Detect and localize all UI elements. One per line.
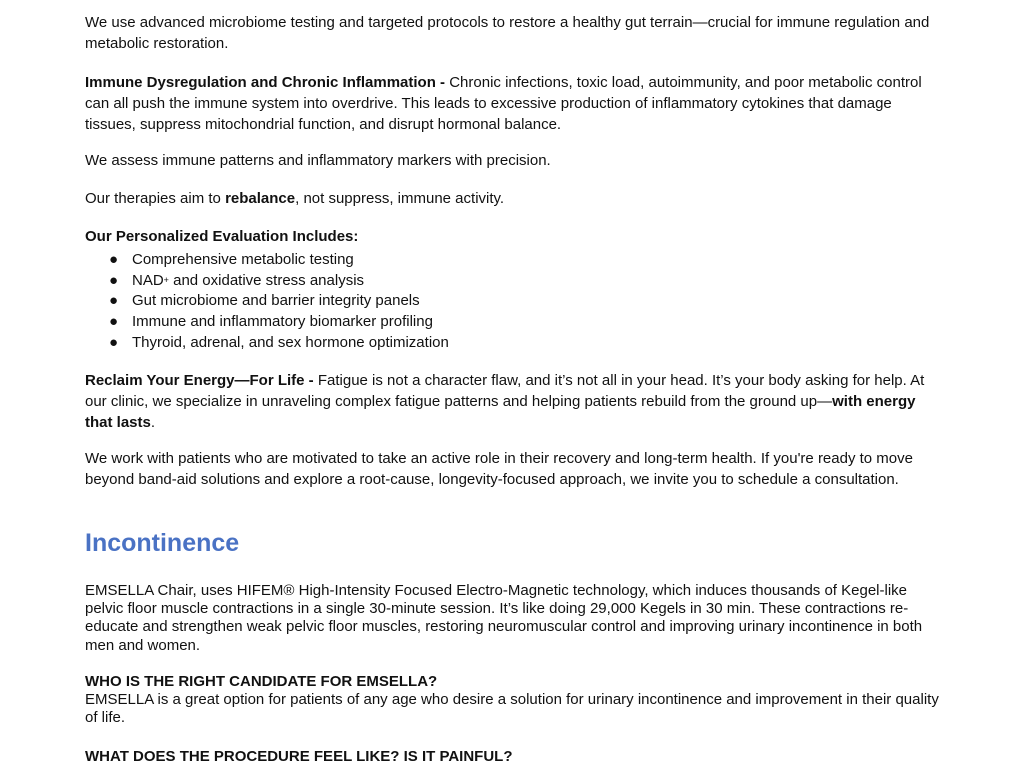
- immune-dysregulation-paragraph: [85, 73, 945, 135]
- procedure-question: WHAT DOES THE PROCEDURE FEEL LIKE? IS IT PAINFUL?: [85, 748, 513, 765]
- list-item-text: Immune and inflammatory biomarker profiling: [132, 313, 433, 331]
- reclaim-energy-bold-end: with energy that lasts: [85, 392, 916, 431]
- reclaim-energy-text: Fatigue is not a character flaw, and it’s not all in your head. It’s your body asking for help. At our clinic, we specialize in unraveling complex fatigue patterns and helping patients rebuild from the ground up—: [85, 372, 925, 410]
- therapies-before: Our therapies aim to: [85, 190, 226, 207]
- consultation-paragraph: We work with patients who are motivated to take an active role in their recovery and long-term health. If you're ready to move beyond band-aid solutions and explore a root-cause, longevity-focused approach, we invite you to schedule a consultation.: [85, 450, 913, 488]
- bullet-icon: ●: [109, 292, 119, 310]
- list-item-text: Thyroid, adrenal, and sex hormone optimization: [132, 333, 449, 351]
- list-item: [85, 250, 945, 271]
- list-item: [85, 271, 945, 292]
- immune-dysregulation-lead: Immune Dysregulation and Chronic Inflammation -: [85, 74, 450, 91]
- therapies-paragraph: [85, 189, 945, 210]
- therapies-after: , not suppress, immune activity.: [295, 190, 505, 207]
- list-item-text: NAD: [132, 271, 164, 289]
- superscript-plus: +: [163, 274, 169, 285]
- bullet-icon: ●: [109, 313, 119, 331]
- immune-dysregulation-text: Chronic infections, toxic load, autoimmunity, and poor metabolic control can all push the immune system into overdrive. This leads to excessive production of inflammatory cytokines that damage tissues, suppress mitochondrial function, and disrupt hormonal balance.: [85, 74, 922, 133]
- therapies-bold: rebalance: [225, 190, 296, 207]
- reclaim-energy-end: .: [150, 413, 156, 431]
- microbiome-paragraph: We use advanced microbiome testing and targeted protocols to restore a healthy gut terrain—crucial for immune regulation and metabolic restoration.: [85, 14, 930, 52]
- candidate-answer: EMSELLA is a great option for patients of any age who desire a solution for urinary incontinence and improvement in their quality of life.: [85, 691, 939, 727]
- immune-assess-paragraph: We assess immune patterns and inflammatory markers with precision.: [85, 152, 551, 169]
- reclaim-energy-paragraph: [85, 371, 945, 433]
- bullet-icon: ●: [109, 333, 119, 351]
- bullet-icon: ●: [109, 271, 119, 289]
- list-item: [85, 333, 945, 354]
- list-item-text-rest: and oxidative stress analysis: [168, 271, 365, 289]
- candidate-question: WHO IS THE RIGHT CANDIDATE FOR EMSELLA?: [85, 673, 438, 690]
- list-item-text: Comprehensive metabolic testing: [132, 251, 354, 268]
- bullet-icon: ●: [109, 251, 119, 268]
- list-item: [85, 312, 945, 333]
- list-item: [85, 291, 945, 312]
- reclaim-energy-lead: Reclaim Your Energy—For Life -: [85, 372, 318, 389]
- emsella-paragraph: EMSELLA Chair, uses HIFEM® High-Intensity Focused Electro-Magnetic technology, which induces thousands of Kegel-like pelvic floor muscle contractions in a single 30-minute session. It’s like doing 29,000 Kegels in 30 min. These contractions re-educate and strengthen weak pelvic floor muscles, restoring neuromuscular control and improving urinary incontinence in both men and women.: [85, 582, 923, 654]
- list-item-text: Gut microbiome and barrier integrity panels: [132, 292, 420, 310]
- evaluation-heading: Our Personalized Evaluation Includes:: [85, 228, 359, 245]
- incontinence-heading: Incontinence: [85, 529, 240, 557]
- evaluation-list: [85, 250, 945, 354]
